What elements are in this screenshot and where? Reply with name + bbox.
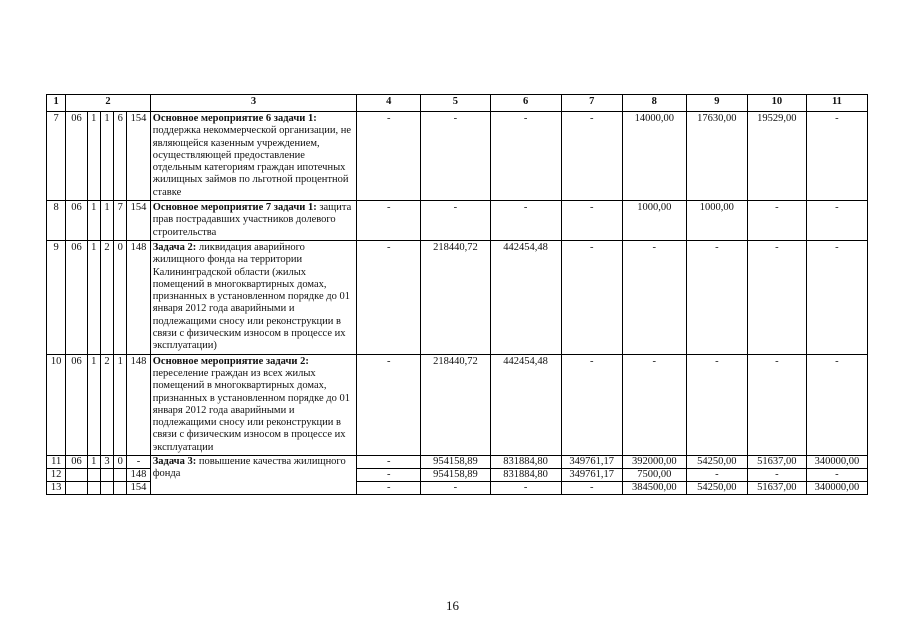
row-number: 11 [47,456,66,469]
header-row [47,95,868,112]
header-cell: 10 [747,95,806,112]
code-cell [100,469,113,482]
code-cell [66,469,87,482]
code-cell: 154 [127,112,150,201]
code-cell [87,469,100,482]
value-cell: 954158,89 [421,469,490,482]
value-cell: - [806,469,867,482]
code-cell: 1 [100,112,113,201]
value-cell: - [686,469,747,482]
value-cell: - [561,112,622,201]
value-cell: - [357,201,421,241]
value-cell: 218440,72 [421,240,490,354]
code-cell: 06 [66,240,87,354]
value-cell: 51637,00 [747,482,806,495]
value-cell: 17630,00 [686,112,747,201]
code-cell: 2 [100,240,113,354]
value-cell: - [561,354,622,455]
table-row [47,201,868,241]
value-cell: - [806,201,867,241]
row-number: 9 [47,240,66,354]
value-cell: 14000,00 [622,112,686,201]
value-cell: 831884,80 [490,469,561,482]
value-cell: - [561,482,622,495]
value-cell: 954158,89 [421,456,490,469]
value-cell: - [747,201,806,241]
value-cell: - [747,354,806,455]
value-cell: - [421,112,490,201]
description-title: Задача 3: [152,456,197,468]
code-cell [114,482,127,495]
code-cell [87,482,100,495]
table-row [47,112,868,201]
description-cell [150,354,357,455]
code-cell: 1 [87,456,100,469]
header-cell: 11 [806,95,867,112]
code-cell: 0 [114,456,127,469]
code-cell: 7 [114,201,127,241]
description-text: ликвидация аварийного жилищного фонда на территории Калининградской области (жилых помещений в многоквартирных домах, признанных в установленном порядке до 01 января 2012 года аварийными и подлежащими сносу или реконструкции в связи с физическим износом в процессе их эксплуатации) [152,241,350,352]
value-cell: - [490,482,561,495]
value-cell: - [357,354,421,455]
code-cell [66,482,87,495]
table-row [47,354,868,455]
table-row [47,456,868,469]
header-cell: 2 [66,95,150,112]
value-cell: - [686,240,747,354]
code-cell: 0 [114,240,127,354]
value-cell: - [357,456,421,469]
value-cell: 392000,00 [622,456,686,469]
value-cell: 384500,00 [622,482,686,495]
value-cell: 19529,00 [747,112,806,201]
code-cell: 148 [127,354,150,455]
description-text: повышение качества жилищного фонда [152,456,346,480]
header-cell: 9 [686,95,747,112]
value-cell: 340000,00 [806,456,867,469]
value-cell: 442454,48 [490,240,561,354]
code-cell: 1 [100,201,113,241]
value-cell: - [806,354,867,455]
value-cell: 7500,00 [622,469,686,482]
code-cell: 06 [66,112,87,201]
value-cell: - [806,240,867,354]
description-title: Основное мероприятие задачи 2: [152,355,309,367]
header-cell: 6 [490,95,561,112]
code-cell: - [127,456,150,469]
value-cell: 340000,00 [806,482,867,495]
header-cell: 7 [561,95,622,112]
description-cell [150,112,357,201]
header-cell: 5 [421,95,490,112]
description-cell [150,456,357,495]
description-text: поддержка некоммерческой организации, не являющейся казенным учреждением, осуществляющей предоставление отдельным категориям граждан ипотечных жилищных займов по льготной процентной ставке [152,125,352,198]
row-number: 12 [47,469,66,482]
value-cell: - [747,469,806,482]
description-title: Основное мероприятие 7 задачи 1: [152,202,317,214]
code-cell [100,482,113,495]
page-number: 16 [446,598,459,613]
value-cell: - [561,201,622,241]
value-cell: - [421,201,490,241]
value-cell: - [747,240,806,354]
code-cell: 1 [87,354,100,455]
program-table [46,94,868,495]
header-cell: 4 [357,95,421,112]
value-cell: 54250,00 [686,456,747,469]
description-cell [150,240,357,354]
row-number: 13 [47,482,66,495]
value-cell: 1000,00 [622,201,686,241]
code-cell: 148 [127,469,150,482]
code-cell: 154 [127,482,150,495]
description-text: защита прав пострадавших участников долевого строительства [152,202,352,238]
code-cell: 1 [87,240,100,354]
code-cell: 1 [87,201,100,241]
value-cell: 218440,72 [421,354,490,455]
value-cell: - [622,354,686,455]
code-cell: 1 [87,112,100,201]
code-cell: 06 [66,201,87,241]
row-number: 10 [47,354,66,455]
row-number: 8 [47,201,66,241]
code-cell: 06 [66,456,87,469]
description-title: Основное мероприятие 6 задачи 1: [152,113,317,124]
value-cell: - [490,201,561,241]
value-cell: - [686,354,747,455]
code-cell: 6 [114,112,127,201]
code-cell: 148 [127,240,150,354]
header-cell: 3 [150,95,357,112]
value-cell: - [357,482,421,495]
value-cell: 54250,00 [686,482,747,495]
value-cell: - [490,112,561,201]
code-cell: 2 [100,354,113,455]
table-row [47,240,868,354]
value-cell: 51637,00 [747,456,806,469]
value-cell: 349761,17 [561,456,622,469]
value-cell: 349761,17 [561,469,622,482]
value-cell: - [357,240,421,354]
code-cell: 1 [114,354,127,455]
value-cell: - [561,240,622,354]
code-cell: 06 [66,354,87,455]
description-text: переселение граждан из всех жилых помещений в многоквартирных домах, признанных в установленном порядке до 01 января 2012 года аварийными и подлежащими сносу или реконструкции в связи с физическим износом в процессе их эксплуатации [152,367,350,453]
description-title: Задача 2: [152,241,197,253]
value-cell: 442454,48 [490,354,561,455]
header-cell: 1 [47,95,66,112]
header-cell: 8 [622,95,686,112]
value-cell: - [357,469,421,482]
value-cell: - [421,482,490,495]
value-cell: - [806,112,867,201]
code-cell [114,469,127,482]
code-cell: 154 [127,201,150,241]
value-cell: 1000,00 [686,201,747,241]
description-cell [150,201,357,241]
value-cell: 831884,80 [490,456,561,469]
row-number: 7 [47,112,66,201]
value-cell: - [357,112,421,201]
value-cell: - [622,240,686,354]
code-cell: 3 [100,456,113,469]
